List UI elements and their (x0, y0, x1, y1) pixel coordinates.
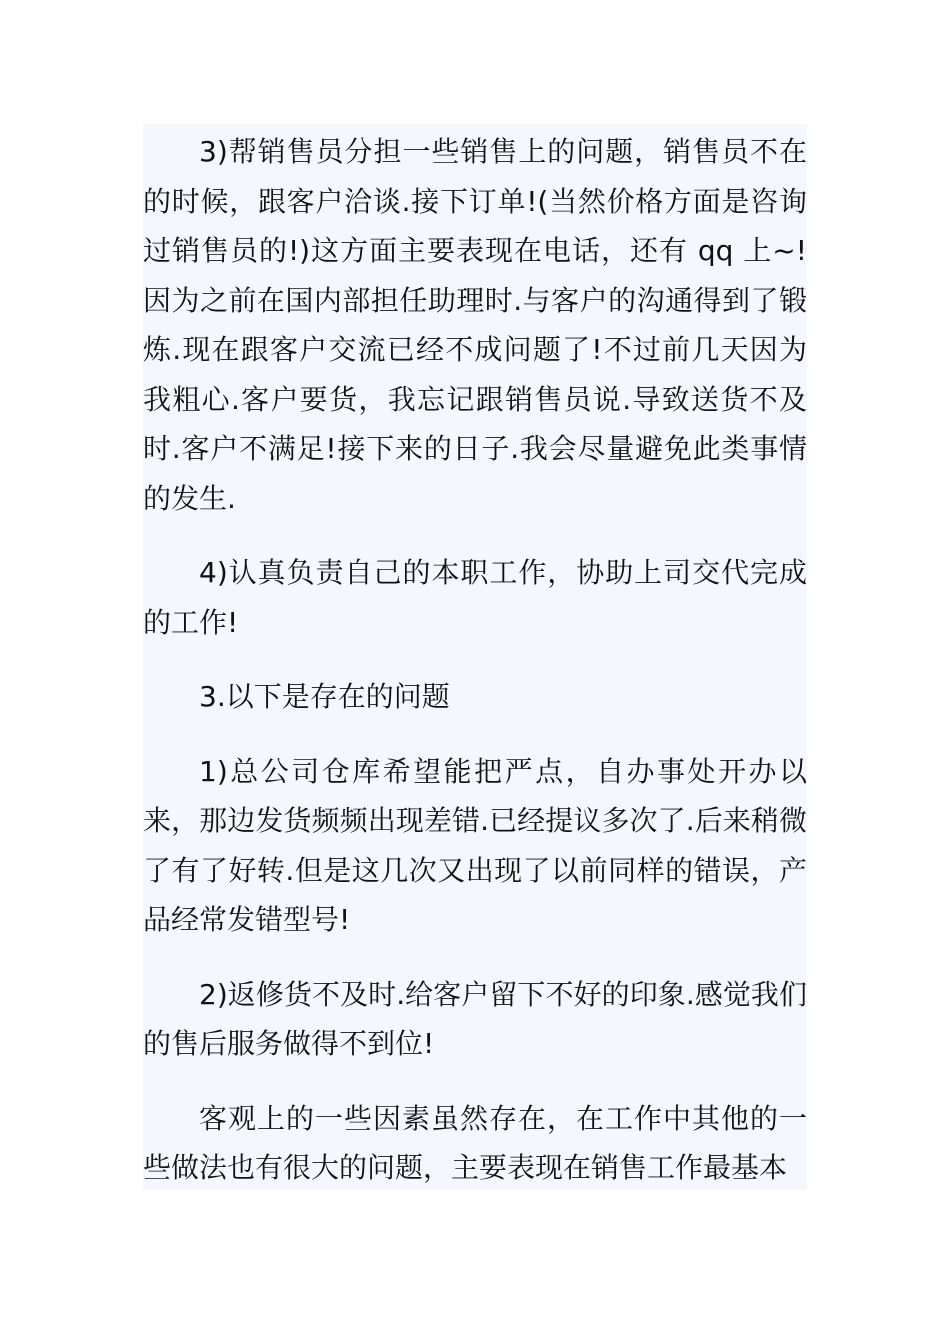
paragraph-help-sales: 3)帮销售员分担一些销售上的问题，销售员不在的时候，跟客户洽谈.接下订单!(当然价格方面是咨询过销售员的!)这方面主要表现在电话，还有 qq 上~!因为之前在国内部担任助理时.与客户的沟通得到了锻炼.现在跟客户交流已经不成问题了!不过前几天因为我粗心.客户要货，我忘记跟销售员说.导致送货不及时.客户不满足!接下来的日子.我会尽量避免此类事情的发生. (143, 135, 807, 515)
paragraph-objective-factors: 客观上的一些因素虽然存在，在工作中其他的一些做法也有很大的问题，主要表现在销售工作最基本 (143, 1101, 807, 1184)
paragraph-warehouse-issue: 1)总公司仓库希望能把严点，自办事处开办以来，那边发货频频出现差错.已经提议多次了.后来稍微了有了好转.但是这几次又出现了以前同样的错误，产品经常发错型号! (143, 754, 807, 936)
document-body (143, 124, 807, 1190)
paragraph-own-duties: 4)认真负责自己的本职工作，协助上司交代完成的工作! (143, 556, 807, 639)
paragraph-problems-heading: 3.以下是存在的问题 (199, 680, 450, 713)
paragraph-repair-issue: 2)返修货不及时.给客户留下不好的印象.感觉我们的售后服务做得不到位! (143, 977, 807, 1060)
